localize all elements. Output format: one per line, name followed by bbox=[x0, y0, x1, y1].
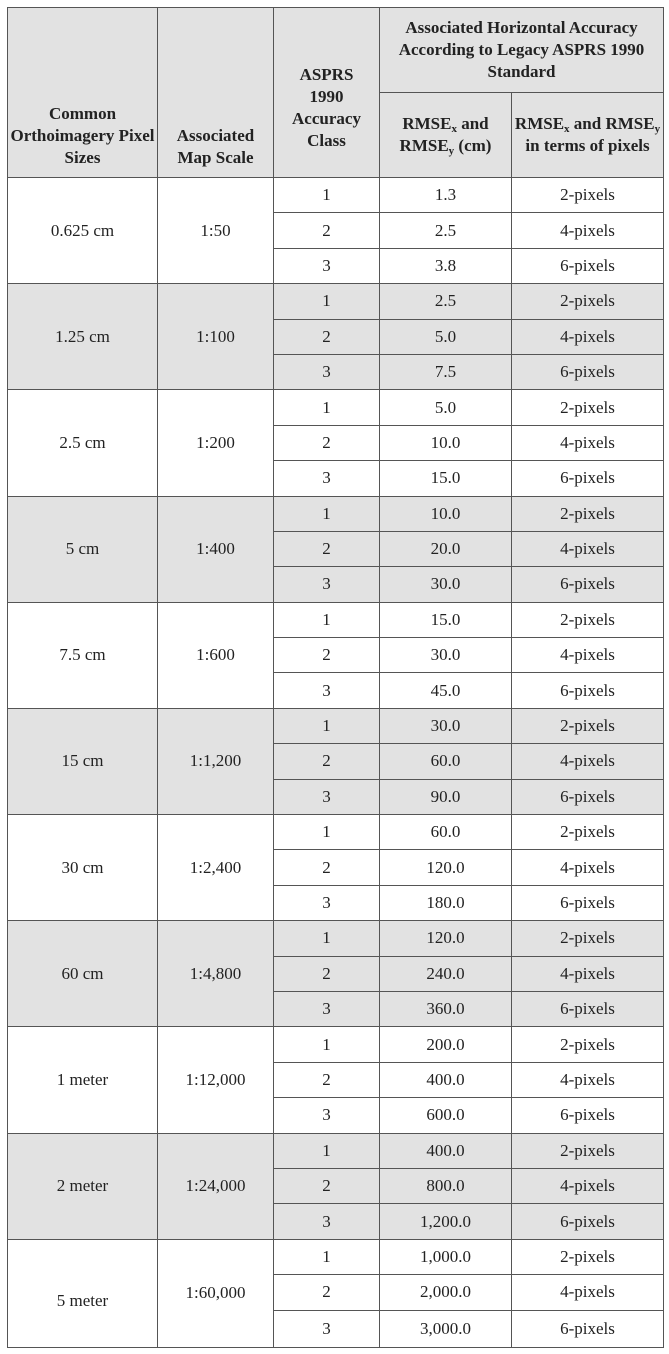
header-accuracy-class bbox=[274, 8, 380, 178]
cell-rmse-cm: 10.0 bbox=[380, 425, 512, 460]
cell-accuracy-class: 1 bbox=[274, 496, 380, 531]
cell-pixel-size: 30 cm bbox=[8, 815, 158, 921]
cell-rmse-px: 4-pixels bbox=[512, 531, 664, 566]
cell-rmse-px: 6-pixels bbox=[512, 354, 664, 389]
cell-rmse-cm: 15.0 bbox=[380, 602, 512, 637]
cell-accuracy-class: 3 bbox=[274, 673, 380, 708]
cell-accuracy-class: 2 bbox=[274, 956, 380, 991]
table-row bbox=[8, 708, 664, 743]
cell-rmse-cm: 60.0 bbox=[380, 744, 512, 779]
cell-accuracy-class: 3 bbox=[274, 567, 380, 602]
cell-rmse-px: 4-pixels bbox=[512, 319, 664, 354]
cell-rmse-px: 6-pixels bbox=[512, 673, 664, 708]
cell-rmse-px: 4-pixels bbox=[512, 1168, 664, 1203]
cell-map-scale: 1:50 bbox=[158, 178, 274, 284]
cell-rmse-cm: 2,000.0 bbox=[380, 1275, 512, 1310]
cell-rmse-px: 6-pixels bbox=[512, 1098, 664, 1133]
table-row bbox=[8, 496, 664, 531]
cell-accuracy-class: 2 bbox=[274, 1062, 380, 1097]
header-rmse-px-x: x bbox=[564, 123, 570, 135]
header-rmse-cm-x: x bbox=[451, 123, 457, 135]
table-row bbox=[8, 1239, 664, 1274]
cell-accuracy-class: 3 bbox=[274, 1310, 380, 1347]
cell-rmse-cm: 10.0 bbox=[380, 496, 512, 531]
cell-rmse-px: 4-pixels bbox=[512, 850, 664, 885]
cell-accuracy-class: 2 bbox=[274, 1168, 380, 1203]
accuracy-table bbox=[7, 7, 664, 1348]
cell-accuracy-class: 2 bbox=[274, 744, 380, 779]
cell-pixel-size: 15 cm bbox=[8, 708, 158, 814]
cell-accuracy-class: 1 bbox=[274, 921, 380, 956]
cell-accuracy-class: 3 bbox=[274, 779, 380, 814]
header-accuracy-class-line2: 1990 bbox=[309, 86, 344, 106]
table-body bbox=[8, 178, 664, 1348]
cell-rmse-cm: 2.5 bbox=[380, 284, 512, 319]
cell-accuracy-class: 1 bbox=[274, 602, 380, 637]
cell-pixel-size: 0.625 cm bbox=[8, 178, 158, 284]
cell-map-scale: 1:200 bbox=[158, 390, 274, 496]
cell-map-scale: 1:24,000 bbox=[158, 1133, 274, 1239]
header-rmse-px-c: in terms of pixels bbox=[525, 136, 650, 155]
header-accuracy-class-line4: Class bbox=[307, 130, 346, 150]
cell-accuracy-class: 1 bbox=[274, 284, 380, 319]
cell-pixel-size: 60 cm bbox=[8, 921, 158, 1027]
cell-rmse-px: 2-pixels bbox=[512, 284, 664, 319]
cell-accuracy-class: 1 bbox=[274, 815, 380, 850]
cell-map-scale: 1:1,200 bbox=[158, 708, 274, 814]
cell-rmse-px: 6-pixels bbox=[512, 991, 664, 1026]
cell-rmse-cm: 15.0 bbox=[380, 461, 512, 496]
cell-rmse-cm: 7.5 bbox=[380, 354, 512, 389]
cell-map-scale: 1:2,400 bbox=[158, 815, 274, 921]
cell-rmse-cm: 1,000.0 bbox=[380, 1239, 512, 1274]
cell-map-scale: 1:60,000 bbox=[158, 1239, 274, 1347]
cell-accuracy-class: 1 bbox=[274, 708, 380, 743]
cell-pixel-size: 7.5 cm bbox=[8, 602, 158, 708]
cell-rmse-px: 2-pixels bbox=[512, 178, 664, 213]
header-row-1 bbox=[8, 8, 664, 93]
table-row bbox=[8, 1027, 664, 1062]
cell-rmse-cm: 2.5 bbox=[380, 213, 512, 248]
cell-map-scale: 1:12,000 bbox=[158, 1027, 274, 1133]
table-row bbox=[8, 1133, 664, 1168]
cell-rmse-px: 2-pixels bbox=[512, 390, 664, 425]
cell-accuracy-class: 2 bbox=[274, 1275, 380, 1310]
cell-rmse-px: 2-pixels bbox=[512, 1133, 664, 1168]
header-rmse-px-b: and RMSE bbox=[569, 114, 655, 133]
cell-accuracy-class: 2 bbox=[274, 850, 380, 885]
cell-rmse-px: 2-pixels bbox=[512, 708, 664, 743]
cell-rmse-px: 6-pixels bbox=[512, 885, 664, 920]
cell-rmse-px: 6-pixels bbox=[512, 248, 664, 283]
header-rmse-cm-b: and RMSE bbox=[399, 114, 489, 155]
cell-map-scale: 1:4,800 bbox=[158, 921, 274, 1027]
header-rmse-px bbox=[512, 93, 664, 178]
cell-rmse-px: 4-pixels bbox=[512, 213, 664, 248]
cell-rmse-px: 2-pixels bbox=[512, 602, 664, 637]
cell-rmse-px: 6-pixels bbox=[512, 1204, 664, 1239]
cell-rmse-cm: 30.0 bbox=[380, 638, 512, 673]
cell-rmse-cm: 400.0 bbox=[380, 1133, 512, 1168]
cell-rmse-cm: 200.0 bbox=[380, 1027, 512, 1062]
cell-pixel-size: 5 meter bbox=[8, 1239, 158, 1347]
cell-rmse-cm: 360.0 bbox=[380, 991, 512, 1026]
table-row bbox=[8, 284, 664, 319]
header-map-scale: Associated Map Scale bbox=[158, 8, 274, 178]
cell-rmse-cm: 1,200.0 bbox=[380, 1204, 512, 1239]
cell-accuracy-class: 3 bbox=[274, 248, 380, 283]
cell-rmse-px: 2-pixels bbox=[512, 1239, 664, 1274]
cell-rmse-px: 4-pixels bbox=[512, 1062, 664, 1097]
table-row bbox=[8, 390, 664, 425]
cell-accuracy-class: 3 bbox=[274, 1204, 380, 1239]
cell-map-scale: 1:600 bbox=[158, 602, 274, 708]
cell-rmse-cm: 180.0 bbox=[380, 885, 512, 920]
cell-rmse-px: 2-pixels bbox=[512, 921, 664, 956]
cell-rmse-px: 6-pixels bbox=[512, 567, 664, 602]
cell-accuracy-class: 1 bbox=[274, 1027, 380, 1062]
cell-rmse-cm: 5.0 bbox=[380, 390, 512, 425]
cell-rmse-px: 6-pixels bbox=[512, 461, 664, 496]
cell-accuracy-class: 3 bbox=[274, 885, 380, 920]
cell-rmse-cm: 20.0 bbox=[380, 531, 512, 566]
header-rmse-px-a: RMSE bbox=[514, 114, 565, 133]
cell-accuracy-class: 1 bbox=[274, 390, 380, 425]
cell-rmse-px: 2-pixels bbox=[512, 1027, 664, 1062]
header-rmse-cm bbox=[380, 93, 512, 178]
table-row bbox=[8, 921, 664, 956]
cell-rmse-cm: 3,000.0 bbox=[380, 1310, 512, 1347]
cell-accuracy-class: 3 bbox=[274, 354, 380, 389]
cell-rmse-cm: 30.0 bbox=[380, 567, 512, 602]
cell-accuracy-class: 1 bbox=[274, 178, 380, 213]
header-rmse-cm-y: y bbox=[448, 145, 455, 157]
cell-rmse-px: 6-pixels bbox=[512, 779, 664, 814]
cell-rmse-cm: 3.8 bbox=[380, 248, 512, 283]
cell-rmse-cm: 5.0 bbox=[380, 319, 512, 354]
cell-rmse-cm: 240.0 bbox=[380, 956, 512, 991]
cell-accuracy-class: 3 bbox=[274, 1098, 380, 1133]
cell-rmse-cm: 400.0 bbox=[380, 1062, 512, 1097]
cell-rmse-cm: 800.0 bbox=[380, 1168, 512, 1203]
header-horizontal-accuracy: Associated Horizontal Accuracy According to Legacy ASPRS 1990 Standard bbox=[380, 8, 664, 93]
cell-rmse-cm: 120.0 bbox=[380, 921, 512, 956]
table-header bbox=[8, 8, 664, 178]
cell-accuracy-class: 1 bbox=[274, 1133, 380, 1168]
table-row bbox=[8, 815, 664, 850]
cell-accuracy-class: 2 bbox=[274, 638, 380, 673]
cell-rmse-px: 4-pixels bbox=[512, 638, 664, 673]
cell-accuracy-class: 3 bbox=[274, 991, 380, 1026]
cell-rmse-cm: 1.3 bbox=[380, 178, 512, 213]
cell-pixel-size: 1.25 cm bbox=[8, 284, 158, 390]
cell-pixel-size: 1 meter bbox=[8, 1027, 158, 1133]
cell-accuracy-class: 3 bbox=[274, 461, 380, 496]
cell-rmse-cm: 30.0 bbox=[380, 708, 512, 743]
table-row bbox=[8, 602, 664, 637]
cell-rmse-cm: 120.0 bbox=[380, 850, 512, 885]
cell-map-scale: 1:100 bbox=[158, 284, 274, 390]
cell-rmse-px: 2-pixels bbox=[512, 815, 664, 850]
cell-accuracy-class: 2 bbox=[274, 531, 380, 566]
header-rmse-cm-c: (cm) bbox=[454, 136, 492, 155]
cell-pixel-size: 5 cm bbox=[8, 496, 158, 602]
cell-map-scale: 1:400 bbox=[158, 496, 274, 602]
cell-rmse-cm: 45.0 bbox=[380, 673, 512, 708]
cell-rmse-cm: 600.0 bbox=[380, 1098, 512, 1133]
header-accuracy-class-line1: ASPRS bbox=[299, 64, 354, 84]
cell-accuracy-class: 2 bbox=[274, 319, 380, 354]
cell-rmse-px: 4-pixels bbox=[512, 744, 664, 779]
cell-pixel-size: 2 meter bbox=[8, 1133, 158, 1239]
cell-rmse-px: 4-pixels bbox=[512, 956, 664, 991]
cell-rmse-px: 6-pixels bbox=[512, 1310, 664, 1347]
header-rmse-px-y: y bbox=[654, 123, 661, 135]
cell-rmse-cm: 60.0 bbox=[380, 815, 512, 850]
cell-rmse-px: 4-pixels bbox=[512, 425, 664, 460]
cell-rmse-px: 2-pixels bbox=[512, 496, 664, 531]
cell-rmse-cm: 90.0 bbox=[380, 779, 512, 814]
header-rmse-cm-a: RMSE bbox=[402, 114, 452, 133]
header-accuracy-class-line3: Accuracy bbox=[292, 108, 361, 128]
cell-pixel-size: 2.5 cm bbox=[8, 390, 158, 496]
cell-accuracy-class: 1 bbox=[274, 1239, 380, 1274]
cell-accuracy-class: 2 bbox=[274, 425, 380, 460]
cell-rmse-px: 4-pixels bbox=[512, 1275, 664, 1310]
header-pixel-size: Common Orthoimagery Pixel Sizes bbox=[8, 8, 158, 178]
cell-accuracy-class: 2 bbox=[274, 213, 380, 248]
table-row bbox=[8, 178, 664, 213]
